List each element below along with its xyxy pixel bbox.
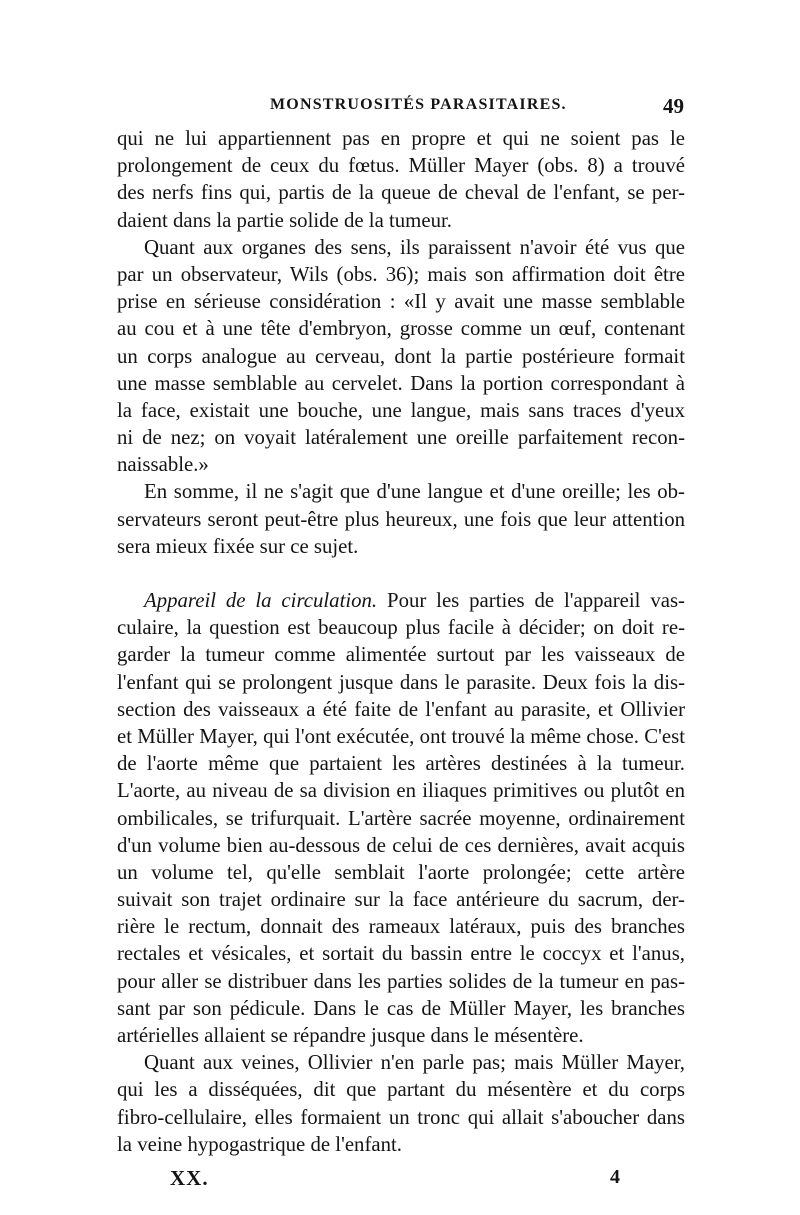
text-line: pour aller se distribuer dans les parties solides de la tumeur en pas-: [117, 969, 685, 993]
text-line: par un observateur, Wils (obs. 36); mais son affirmation doit être: [117, 262, 685, 286]
body-text: [117, 125, 685, 1158]
text-line: la face, existait une bouche, une langue, mais sans traces d'yeux: [117, 398, 685, 422]
text-line: section des vaisseaux a été faite de l'enfant au parasite, et Ollivier: [117, 697, 685, 721]
section-heading: Appareil de la circulation.: [144, 589, 378, 612]
signature-mark: [170, 1166, 630, 1196]
paragraph-start-line: Quant aux veines, Ollivier n'en parle pas; mais Müller Mayer,: [144, 1051, 685, 1075]
text-line: la veine hypogastrique de l'enfant.: [117, 1132, 402, 1156]
text-line: qui les a disséquées, dit que partant du mésentère et du corps: [117, 1078, 685, 1102]
text-line: ni de nez; on voyait latéralement une oreille parfaitement recon-: [117, 426, 685, 450]
text-line: sera mieux fixée sur ce sujet.: [117, 534, 359, 558]
running-title: MONSTRUOSITÉS PARASITAIRES.: [270, 96, 567, 113]
paragraph-start-line: En somme, il ne s'agit que d'une langue et d'une oreille; les ob-: [144, 480, 685, 504]
text-line: au cou et à une tête d'embryon, grosse comme un œuf, contenant: [117, 317, 685, 341]
running-head: [118, 96, 684, 122]
text-line: de l'aorte même que partaient les artères destinées à la tumeur.: [117, 752, 685, 776]
text-line: daient dans la partie solide de la tumeur.: [117, 208, 452, 232]
text-line: L'aorte, au niveau de sa division en iliaques primitives ou plutôt en: [117, 779, 685, 803]
text-run: Pour les parties de l'appareil vas-: [387, 589, 685, 612]
text-line: l'enfant qui se prolongent jusque dans le parasite. Deux fois la dis-: [117, 670, 685, 694]
text-line: un volume tel, qu'elle semblait l'aorte prolongée; cette artère: [117, 860, 685, 884]
text-line: servateurs seront peut-être plus heureux, une fois que leur attention: [117, 507, 685, 531]
text-line: des nerfs fins qui, partis de la queue de cheval de l'enfant, se per-: [117, 181, 685, 205]
text-line: ombilicales, se trifurquait. L'artère sacrée moyenne, ordinairement: [117, 806, 685, 830]
text-line: et Müller Mayer, qui l'ont exécutée, ont trouvé la même chose. C'est: [117, 724, 685, 748]
text-line: artérielles allaient se répandre jusque dans le mésentère.: [117, 1024, 584, 1047]
signature-number: 4: [610, 1166, 620, 1188]
paragraph-start-line: Quant aux organes des sens, ils paraissent n'avoir été vus que: [144, 235, 685, 259]
text-line: fibro-cellulaire, elles formaient un tronc qui allait s'aboucher dans: [117, 1105, 685, 1129]
text-line: garder la tumeur comme alimentée surtout par les vaisseaux de: [117, 643, 685, 667]
text-line: prise en sérieuse considération : «Il y avait une masse semblable: [117, 290, 685, 314]
text-line: d'un volume bien au-dessous de celui de ces dernières, avait acquis: [117, 833, 685, 857]
text-line: prolongement de ceux du fœtus. Müller Mayer (obs. 8) a trouvé: [117, 154, 685, 178]
text-line: culaire, la question est beaucoup plus facile à décider; on doit re-: [117, 616, 685, 640]
text-line: une masse semblable au cervelet. Dans la portion correspondant à: [117, 371, 685, 395]
text-line: qui ne lui appartiennent pas en propre et qui ne soient pas le: [117, 127, 685, 150]
text-line: suivait son trajet ordinaire sur la face antérieure du sacrum, der-: [117, 888, 685, 912]
text-line: un corps analogue au cerveau, dont la partie postérieure formait: [117, 344, 685, 368]
text-line: rectales et vésicales, et sortait du bassin entre le coccyx et l'anus,: [117, 942, 685, 966]
text-line: sant par son pédicule. Dans le cas de Müller Mayer, les branches: [117, 996, 685, 1020]
section-start-line: [117, 587, 685, 614]
text-line: rière le rectum, donnait des rameaux latéraux, puis des branches: [117, 915, 685, 939]
page-number: 49: [663, 94, 684, 118]
section-spacer: [117, 560, 685, 587]
text-line: naissable.»: [117, 453, 209, 477]
signature-letter: XX.: [170, 1166, 209, 1190]
